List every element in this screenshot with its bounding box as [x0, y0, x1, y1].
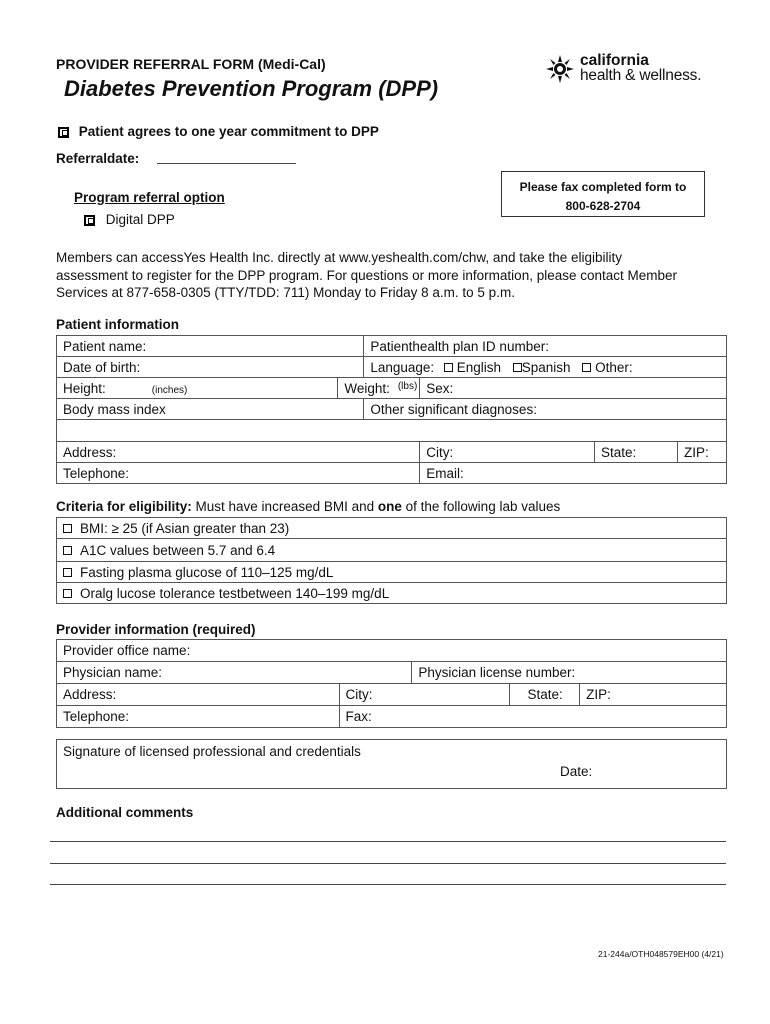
referral-date-label: Referraldate:: [56, 151, 140, 166]
criteria-heading-text1: Must have increased BMI and: [191, 499, 378, 514]
criteria-heading-bold: Criteria for eligibility:: [56, 499, 192, 514]
other-diagnoses-label: Other significant diagnoses:: [370, 401, 537, 417]
plan-id-field[interactable]: [364, 336, 727, 357]
criteria-heading-text2: of the following lab values: [401, 499, 561, 514]
physician-name-field[interactable]: [57, 662, 412, 684]
height-field[interactable]: [57, 378, 338, 399]
bmi-field[interactable]: [57, 399, 364, 420]
other-language-checkbox[interactable]: [582, 363, 591, 372]
sex-label: Sex:: [426, 380, 454, 396]
provider-zip-label: ZIP:: [586, 687, 611, 702]
criteria-label-ogtt: Oralg lucose tolerance testbetween 140–199 mg/dL: [80, 585, 390, 601]
patient-state-field[interactable]: [595, 442, 678, 462]
criteria-checkbox-bmi[interactable]: [63, 524, 72, 533]
digital-dpp-checkbox[interactable]: [84, 215, 95, 226]
provider-state-divider: [509, 683, 510, 705]
other-diagnoses-field[interactable]: [364, 399, 727, 420]
logo-text: [580, 53, 701, 83]
patient-email-field[interactable]: [420, 463, 727, 484]
patient-info-table: [56, 335, 727, 484]
criteria-heading: [56, 499, 560, 514]
weight-field[interactable]: [338, 378, 420, 399]
comments-line-1[interactable]: [50, 841, 726, 842]
patient-address-label: Address:: [63, 444, 117, 460]
provider-info-table: [56, 639, 727, 728]
language-label: Language:: [370, 359, 435, 375]
patient-name-label: Patient name:: [63, 338, 147, 354]
digital-dpp-label: Digital DPP: [105, 212, 175, 227]
comments-line-2[interactable]: [50, 863, 726, 864]
criteria-item: [57, 583, 727, 604]
blank-row[interactable]: [57, 420, 727, 442]
patient-telephone-field[interactable]: [57, 463, 420, 484]
provider-telephone-label: Telephone:: [63, 709, 130, 724]
provider-fax-field[interactable]: [339, 706, 727, 728]
patient-zip-label: ZIP:: [684, 444, 709, 460]
provider-office-field[interactable]: [57, 640, 727, 662]
patient-name-field[interactable]: [57, 336, 364, 357]
signature-box[interactable]: [56, 739, 727, 789]
provider-state-label: State:: [527, 687, 563, 702]
criteria-checkbox-a1c[interactable]: [63, 546, 72, 555]
patient-city-label: City:: [426, 444, 454, 460]
physician-license-field[interactable]: [412, 662, 727, 684]
weight-label: Weight:: [344, 380, 390, 396]
spanish-label: Spanish: [521, 359, 571, 375]
criteria-label-bmi: BMI: ≥ 25 (if Asian greater than 23): [80, 520, 290, 536]
patient-address-field[interactable]: [57, 442, 420, 463]
criteria-table: [56, 517, 727, 604]
additional-comments-heading: Additional comments: [56, 805, 194, 820]
criteria-item: [57, 539, 727, 562]
signature-date-label: Date:: [560, 764, 593, 779]
commitment-checkbox[interactable]: [58, 127, 69, 138]
fax-box: [501, 171, 705, 217]
bmi-label: Body mass index: [63, 401, 166, 417]
program-title: Diabetes Prevention Program (DPP): [64, 76, 439, 101]
spanish-checkbox[interactable]: [513, 363, 522, 372]
criteria-item: [57, 562, 727, 583]
provider-city-label: City:: [345, 687, 373, 702]
plan-id-label: Patienthealth plan ID number:: [370, 338, 549, 354]
referral-date-field[interactable]: [157, 163, 296, 164]
logo-line1: california: [580, 52, 649, 69]
lbs-unit: (lbs): [397, 380, 418, 392]
sun-leaf-logo-icon: [545, 54, 575, 84]
patient-info-heading: Patient information: [56, 317, 180, 332]
comments-line-3[interactable]: [50, 884, 726, 885]
criteria-item: [57, 518, 727, 539]
logo-line2: health & wellness.: [580, 67, 702, 84]
intro-line1: Members can accessYes Health Inc. directly at www.yeshealth.com/chw, and take the eligibility: [56, 250, 623, 265]
intro-line2: assessment to register for the DPP program. For questions or more information, please contact Member: [56, 267, 678, 283]
provider-telephone-field[interactable]: [57, 706, 340, 728]
height-label: Height:: [63, 380, 106, 396]
fax-number: 800-628-2704: [565, 199, 641, 213]
criteria-heading-one: one: [377, 499, 402, 514]
criteria-checkbox-fpg[interactable]: [63, 568, 72, 577]
sex-field[interactable]: [420, 378, 727, 399]
fax-line1: Please fax completed form to: [519, 180, 687, 194]
provider-city-field[interactable]: [339, 684, 580, 706]
criteria-checkbox-ogtt[interactable]: [63, 589, 72, 598]
form-code: 21-244a/OTH048579EH00 (4/21): [598, 949, 724, 959]
digital-dpp-option: [84, 212, 175, 227]
dob-field[interactable]: [57, 357, 364, 378]
provider-fax-label: Fax:: [345, 709, 372, 724]
patient-telephone-label: Telephone:: [63, 465, 130, 481]
signature-label: Signature of licensed professional and credentials: [63, 744, 361, 759]
patient-zip-field[interactable]: [678, 442, 726, 462]
dob-label: Date of birth:: [63, 359, 141, 375]
criteria-label-fpg: Fasting plasma glucose of 110–125 mg/dL: [80, 564, 334, 580]
form-title: PROVIDER REFERRAL FORM (Medi-Cal): [56, 56, 326, 72]
provider-info-heading: Provider information (required): [56, 622, 256, 637]
provider-zip-field[interactable]: [580, 684, 727, 706]
intro-line3: Services at 877-658-0305 (TTY/TDD: 711) Monday to Friday 8 a.m. to 5 p.m.: [56, 285, 515, 300]
other-language-label: Other:: [595, 359, 633, 375]
physician-license-label: Physician license number:: [418, 665, 576, 680]
patient-state-zip: [595, 442, 727, 463]
physician-name-label: Physician name:: [63, 665, 163, 680]
provider-address-field[interactable]: [57, 684, 340, 706]
patient-state-label: State:: [601, 444, 637, 460]
language-field: [364, 357, 727, 378]
english-label: English: [456, 359, 501, 375]
provider-address-label: Address:: [63, 687, 117, 702]
commitment-label: Patient agrees to one year commitment to DPP: [78, 124, 379, 139]
inches-unit: (inches): [151, 384, 188, 396]
criteria-label-a1c: A1C values between 5.7 and 6.4: [80, 542, 276, 558]
commitment-row: [58, 124, 379, 139]
patient-email-label: Email:: [426, 465, 464, 481]
intro-paragraph: [56, 249, 677, 302]
program-option-heading: Program referral option: [74, 190, 225, 205]
english-checkbox[interactable]: [444, 363, 453, 372]
provider-office-label: Provider office name:: [63, 643, 191, 658]
patient-city-field[interactable]: [420, 442, 595, 463]
